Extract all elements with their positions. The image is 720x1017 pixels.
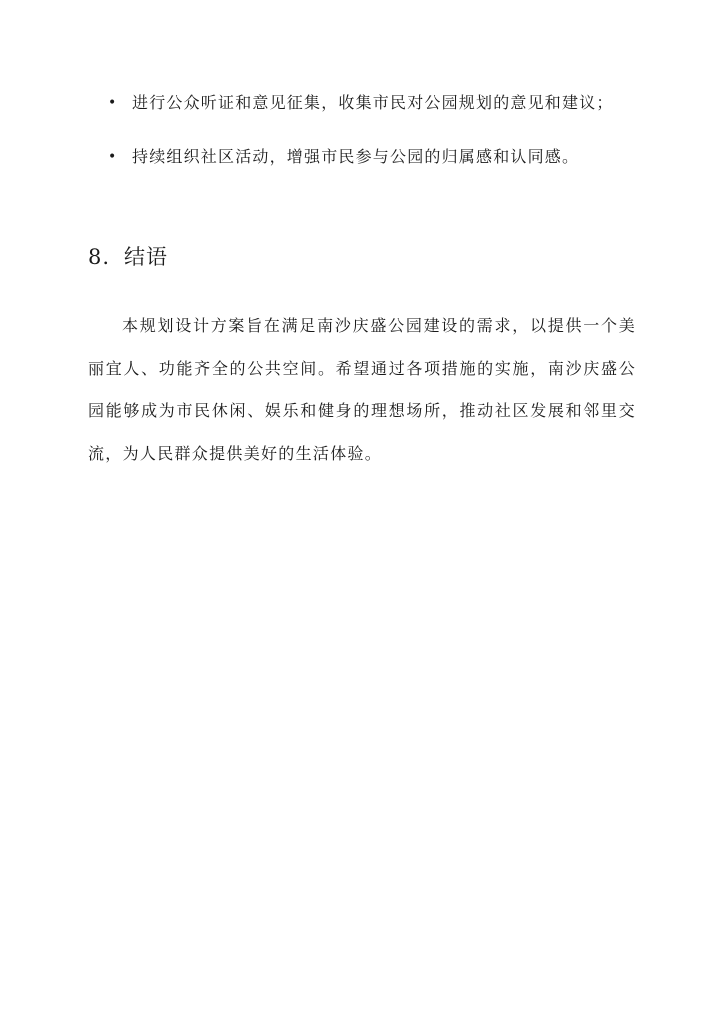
list-item [100,82,640,124]
list-item-text: 进行公众听证和意见征集，收集市民对公园规划的意见和建议； [132,93,614,112]
bullet-marker: • [108,149,118,165]
section-number: 8. [88,245,111,269]
section-heading [88,240,168,274]
bullet-list [100,82,640,190]
list-item [100,136,640,178]
list-item-text: 持续组织社区活动，增强市民参与公园的归属感和认同感。 [132,147,580,166]
conclusion-paragraph: 本规划设计方案旨在满足南沙庆盛公园建设的需求，以提供一个美丽宜人、功能齐全的公共空间。希望通过各项措施的实施，南沙庆盛公园能够成为市民休闲、娱乐和健身的理想场所，推动社区发展和邻里交流，为人民群众提供美好的生活体验。 [88,316,636,463]
bullet-marker: • [108,95,118,111]
section-title: 结语 [124,245,169,269]
